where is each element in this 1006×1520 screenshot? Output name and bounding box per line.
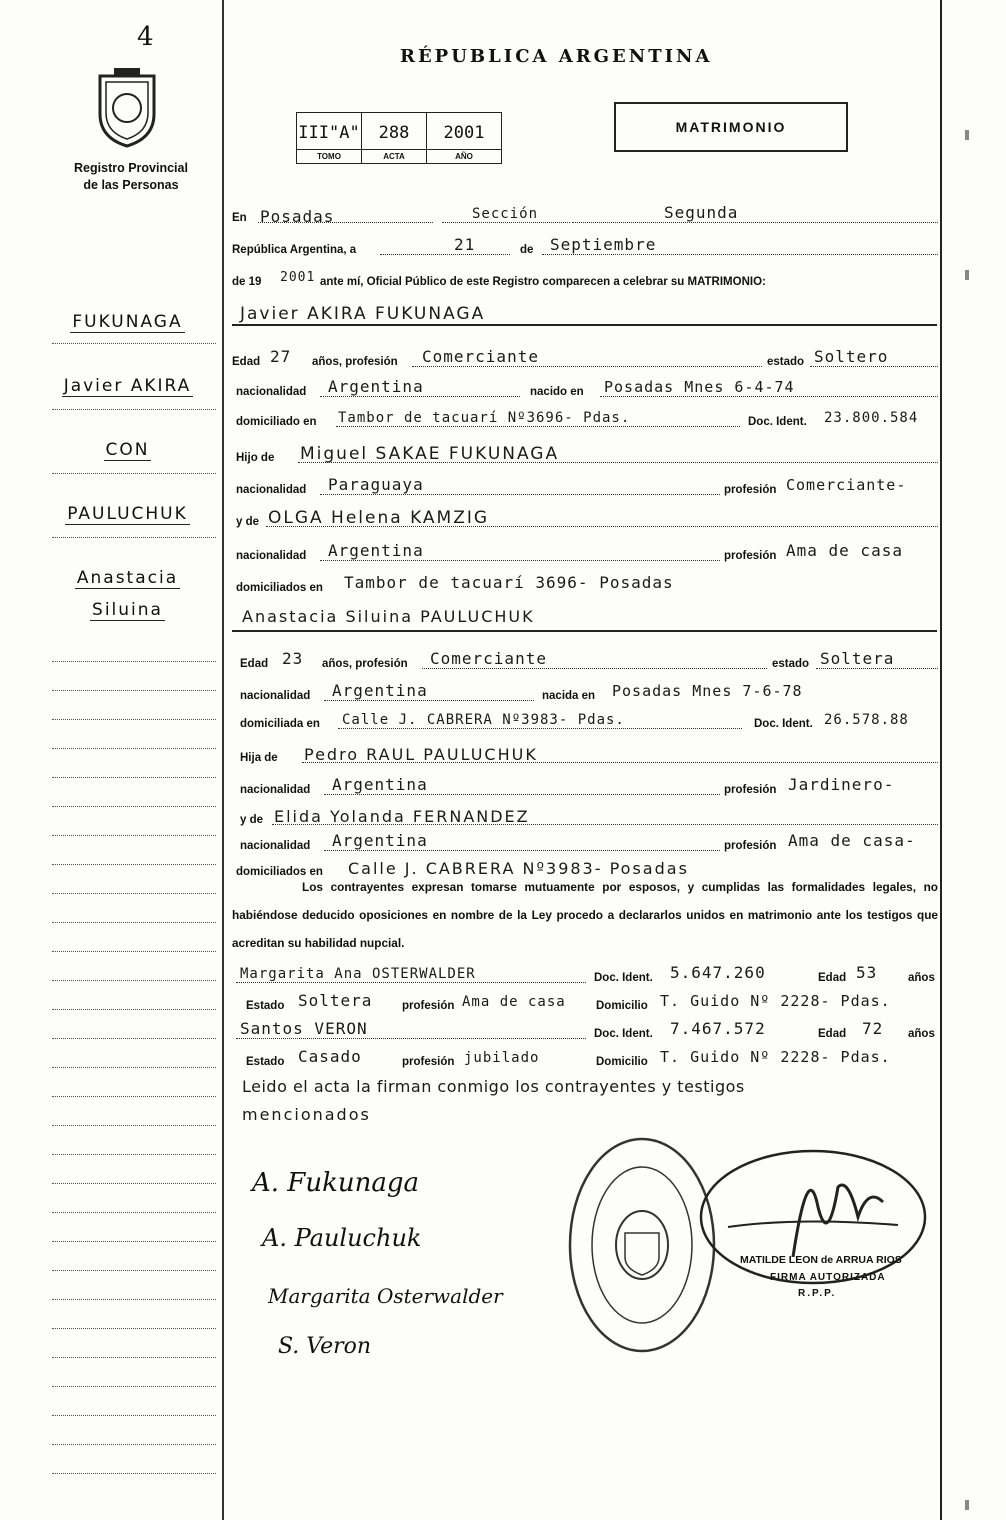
right-border [940,0,942,1520]
ruled-line [52,863,216,865]
registry-stamp-icon [565,1133,720,1358]
margin-divider [222,0,224,1520]
margin-bride-surname: PAULUCHUK [67,504,188,524]
bride-father-prof: Jardinero- [788,775,895,794]
certificate-page: 4 Registro Provincial de las Personas RÉPUBLICA ARGENTINA III"A" TOMO 288 ACTA 2001 AÑO MATRIMONIO FUKUNAGA Javier AKIRA CON PAULUCHUK Anastacia Siluina En Posadas Sección Segunda República Argentina, a 21 de Septiembre de 19 2001 ante mí, Oficial Público de este Registro comparecen a celebrar su MATRIMONIO: Javier AKIRA FUKUNAGA Edad 27 años, profesión Comerciante estado Soltero nacionalidad Argentina nacido en Posadas Mnes 6-4-74 domiciliado en Tambor de tacuarí Nº3696- Pdas. Doc. Ident. 23.800.584 Hijo de Miguel SAKAE FUKUNAGA nacionalidad Paraguaya profesión Comerciante- y de OLGA Helena KAMZIG nacionalidad Argentina profesión Ama de casa domiciliados en Tambor de tacuarí 3696- Posadas Anastacia Siluina PAULUCHUK Edad 23 años, profesión Comerciante estado Soltera nacionalidad Argentina nacida en Posadas Mnes 7-6-78 domiciliada en Calle J. CABRERA Nº3983- Pdas. Doc. Ident. 26.578.88 Hija de Pedro RAUL PAULUCHUK nacionalidad Argentina profesión Jardinero- y de Elida Yolanda FERNANDEZ nacionalidad Argentina profesión Ama de casa- domiciliados en Calle J. CABRERA Nº3983- Posadas Los contrayentes expresan tomarse mutuamente por esposos, y cumplidas las formalidades legales, no habiéndose deducido oposiciones en nombre de la Ley procedo a declararlos unidos en matrimonio ante los testigos que acreditan su habilidad nupcial. Margarita Ana OSTERWALDER Doc. Ident. 5.647.260 Edad 53 años Estado Soltera profesión Ama de casa Domicilio T. Guido Nº 2228- Pdas. Santos VERON Doc. Ident. 7.467.572 Edad 72 años Estado Casado profesión jubilado Domicilio T. Guido Nº 2228- Pdas. Leido el acta la firman conmigo los contrayentes y testigos mencionados A. Fukunaga A. Pauluchuk Margarita Osterwalder S. Veron MATILDE LEON de ARRUA RIOS FIRMA AUTORIZADA R.P.P. [0,0,1006,1520]
ruled-line [52,1269,216,1271]
ruled-line [52,1066,216,1068]
month-value: Septiembre [550,235,657,254]
bride-parents-dom: Calle J. CABRERA Nº3983- Posadas [348,859,689,878]
day-value: 21 [454,235,476,254]
witness2-edad: 72 [862,1019,884,1038]
bride-mother-nac: Argentina [332,831,428,850]
acta-value: 288 [362,113,426,150]
ruled-line [52,950,216,952]
groom-name: Javier AKIRA FUKUNAGA [240,304,486,324]
bride-doc: 26.578.88 [824,712,909,728]
signature-witness1: Margarita Osterwalder [268,1284,503,1308]
witness1-domicilio: T. Guido Nº 2228- Pdas. [660,992,891,1010]
groom-mother-prof: Ama de casa [786,541,903,560]
ruled-line [52,1443,216,1445]
witness2-doc: 7.467.572 [670,1019,766,1038]
bride-nacida: Posadas Mnes 7-6-78 [612,682,803,700]
signature-bride: A. Pauluchuk [262,1224,422,1252]
ruled-line [52,1472,216,1474]
bride-father: Pedro RAUL PAULUCHUK [304,745,538,764]
tomo-value: III"A" [297,113,361,150]
signature-witness2: S. Veron [278,1334,372,1359]
official-name: MATILDE LEON de ARRUA RIOS [740,1254,902,1266]
bride-father-nac: Argentina [332,775,428,794]
groom-father: Miguel SAKAE FUKUNAGA [300,444,560,464]
ruled-line [52,1037,216,1039]
groom-nacido: Posadas Mnes 6-4-74 [604,378,795,396]
groom-nacionalidad: Argentina [328,377,424,396]
year-value: 2001 [427,113,501,150]
bride-name: Anastacia Siluina PAULUCHUK [242,607,535,626]
ruled-line [52,776,216,778]
witness1-estado: Soltera [298,991,373,1010]
margin-con: CON [105,440,150,460]
witness2-estado: Casado [298,1047,362,1066]
groom-edad: 27 [270,347,292,366]
page-title: RÉPUBLICA ARGENTINA [400,46,713,67]
bride-profesion: Comerciante [430,649,547,668]
document-type-box: MATRIMONIO [614,102,848,152]
official-role: FIRMA AUTORIZADA [770,1272,886,1283]
ruled-line [52,805,216,807]
signature-groom: A. Fukunaga [252,1168,419,1198]
ruled-line [52,834,216,836]
bride-mother: Elida Yolanda FERNANDEZ [274,807,530,826]
margin-groom-given: Javier AKIRA [63,376,192,396]
bride-edad: 23 [282,649,304,668]
registry-seal-icon [92,66,162,148]
ruled-line [52,1153,216,1155]
bride-domicilio: Calle J. CABRERA Nº3983- Pdas. [342,712,625,728]
witness2-domicilio: T. Guido Nº 2228- Pdas. [660,1048,891,1066]
ruled-line [52,1008,216,1010]
witness1-name: Margarita Ana OSTERWALDER [240,966,476,982]
ruled-line [52,689,216,691]
official-signature-icon [698,1147,928,1287]
ruled-line [52,1211,216,1213]
witness2-name: Santos VERON [240,1019,368,1038]
groom-domicilio: Tambor de tacuarí Nº3696- Pdas. [338,410,631,426]
witness1-doc: 5.647.260 [670,963,766,982]
groom-estado: Soltero [814,347,889,366]
margin-tick [965,1500,969,1510]
ruled-line [52,660,216,662]
ruled-line [52,979,216,981]
groom-mother-nac: Argentina [328,541,424,560]
ruled-line [52,1095,216,1097]
margin-tick [965,270,969,280]
margin-bride-given2: Siluina [92,600,163,620]
official-org: R.P.P. [798,1288,837,1299]
ruled-line [52,718,216,720]
city-value: Posadas [260,207,335,226]
groom-parents-dom: Tambor de tacuarí 3696- Posadas [344,573,674,592]
ruled-line [52,1182,216,1184]
bride-nacionalidad: Argentina [332,681,428,700]
witness1-edad: 53 [856,963,878,982]
ruled-line [52,1385,216,1387]
declaration-paragraph: Los contrayentes expresan tomarse mutuamente por esposos, y cumplidas las formalidades legales, no habiéndose deducido oposiciones en nombre de la Ley procedo a declararlos unidos en matrimonio ante los testigos que acreditan su habilidad nupcial. [232,880,938,950]
groom-profesion: Comerciante [422,347,539,366]
witness1-profesion: Ama de casa [462,994,566,1010]
registry-name: Registro Provincial de las Personas [74,161,188,192]
ruled-line [52,921,216,923]
ruled-line [52,892,216,894]
year-handwritten: 2001 [280,270,316,285]
ruled-line [52,1414,216,1416]
closing-line1: Leido el acta la firman conmigo los contrayentes y testigos [242,1077,745,1096]
witness2-profesion: jubilado [464,1050,540,1066]
closing-line2: mencionados [242,1105,371,1124]
ruled-line [52,747,216,749]
ruled-line [52,1327,216,1329]
ruled-line [52,1298,216,1300]
page-number: 4 [137,22,154,52]
groom-father-nac: Paraguaya [328,475,424,494]
ruled-line [52,1124,216,1126]
ruled-line [52,1356,216,1358]
ruled-line [52,1240,216,1242]
bride-estado: Soltera [820,649,895,668]
margin-groom-surname: FUKUNAGA [72,312,183,332]
margin-bride-given1: Anastacia [76,568,179,588]
groom-mother: OLGA Helena KAMZIG [268,508,490,528]
groom-doc: 23.800.584 [824,410,919,426]
seccion-value: Segunda [664,203,739,222]
margin-tick [965,130,969,140]
bride-mother-prof: Ama de casa- [788,831,916,850]
groom-father-prof: Comerciante- [786,476,907,494]
tomo-acta-box: III"A" TOMO 288 ACTA 2001 AÑO [296,112,502,164]
